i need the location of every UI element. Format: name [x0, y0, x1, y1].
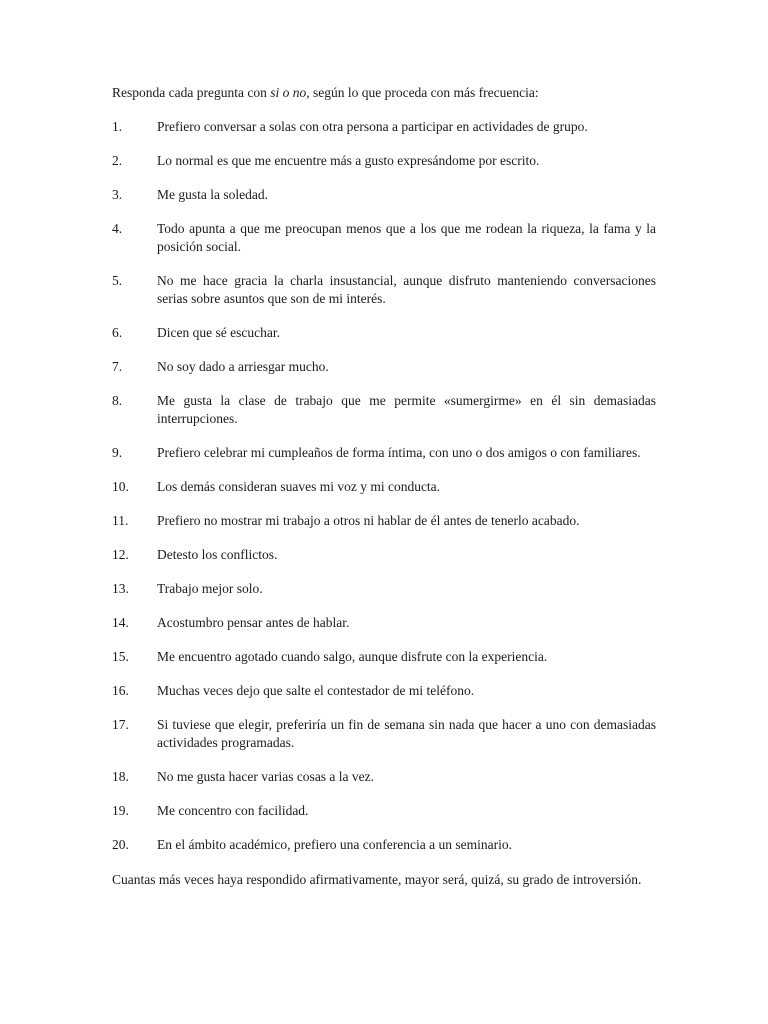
questionnaire-item — [112, 324, 656, 342]
item-number: 1. — [112, 119, 123, 134]
item-text: En el ámbito académico, prefiero una conferencia a un seminario. — [157, 837, 512, 852]
item-text: Me gusta la clase de trabajo que me permite «sumergirme» en él sin demasiadas interrupciones. — [157, 393, 656, 426]
questionnaire-item — [112, 580, 656, 598]
item-number: 3. — [112, 187, 123, 202]
questionnaire-item — [112, 546, 656, 564]
item-text: Prefiero no mostrar mi trabajo a otros ni hablar de él antes de tenerlo acabado. — [157, 513, 580, 528]
item-text: No soy dado a arriesgar mucho. — [157, 359, 329, 374]
questionnaire-item — [112, 802, 656, 820]
item-number: 14. — [112, 615, 129, 630]
item-number: 18. — [112, 769, 129, 784]
item-text: Prefiero celebrar mi cumpleaños de forma íntima, con uno o dos amigos o con familiares. — [157, 445, 641, 460]
questionnaire-item — [112, 614, 656, 632]
questionnaire-item — [112, 272, 656, 308]
questionnaire-item — [112, 716, 656, 752]
item-text: Detesto los conflictos. — [157, 547, 278, 562]
item-text: Prefiero conversar a solas con otra persona a participar en actividades de grupo. — [157, 119, 588, 134]
item-number: 11. — [112, 513, 129, 528]
item-text: No me gusta hacer varias cosas a la vez. — [157, 769, 375, 784]
questionnaire-item — [112, 358, 656, 376]
item-number: 12. — [112, 547, 129, 562]
item-text: Me encuentro agotado cuando salgo, aunque disfrute con la experiencia. — [157, 649, 548, 664]
item-text: Muchas veces dejo que salte el contestador de mi teléfono. — [157, 683, 475, 698]
item-number: 5. — [112, 273, 123, 288]
item-text: Los demás consideran suaves mi voz y mi conducta. — [157, 479, 441, 494]
questionnaire-item — [112, 220, 656, 256]
questionnaire-item — [112, 186, 656, 204]
item-text: Me concentro con facilidad. — [157, 803, 309, 818]
questionnaire-item — [112, 118, 656, 136]
intro-italic-si-o-no: si o no, — [270, 85, 310, 100]
intro-line — [112, 84, 656, 102]
questionnaire-item — [112, 768, 656, 786]
item-number: 8. — [112, 393, 123, 408]
questionnaire-item — [112, 648, 656, 666]
item-number: 2. — [112, 153, 123, 168]
questionnaire-item — [112, 444, 656, 462]
item-number: 4. — [112, 221, 123, 236]
item-number: 10. — [112, 479, 129, 494]
item-number: 17. — [112, 717, 129, 732]
item-number: 20. — [112, 837, 129, 852]
questionnaire-item — [112, 152, 656, 170]
questionnaire-item — [112, 392, 656, 428]
item-text: Me gusta la soledad. — [157, 187, 268, 202]
item-number: 13. — [112, 581, 129, 596]
item-text: Trabajo mejor solo. — [157, 581, 263, 596]
item-text: No me hace gracia la charla insustancial, aunque disfruto manteniendo conversaciones serias sobre asuntos que son de mi interés. — [157, 273, 656, 306]
questionnaire-item — [112, 836, 656, 854]
item-number: 6. — [112, 325, 123, 340]
item-number: 9. — [112, 445, 123, 460]
questionnaire-item — [112, 478, 656, 496]
questionnaire-list — [112, 118, 656, 854]
intro-prefix: Responda cada pregunta con — [112, 85, 271, 100]
questionnaire-item — [112, 512, 656, 530]
questionnaire-item — [112, 682, 656, 700]
item-text: Lo normal es que me encuentre más a gusto expresándome por escrito. — [157, 153, 540, 168]
item-number: 15. — [112, 649, 129, 664]
item-number: 16. — [112, 683, 129, 698]
item-text: Acostumbro pensar antes de hablar. — [157, 615, 350, 630]
closing-paragraph: Cuantas más veces haya respondido afirmativamente, mayor será, quizá, su grado de introversión. — [112, 872, 642, 887]
item-number: 7. — [112, 359, 123, 374]
item-text: Dicen que sé escuchar. — [157, 325, 280, 340]
intro-suffix: según lo que proceda con más frecuencia: — [309, 85, 539, 100]
item-text: Si tuviese que elegir, preferiría un fin de semana sin nada que hacer a uno con demasiadas actividades programadas. — [157, 717, 656, 750]
item-number: 19. — [112, 803, 129, 818]
item-text: Todo apunta a que me preocupan menos que a los que me rodean la riqueza, la fama y la posición social. — [157, 221, 656, 254]
